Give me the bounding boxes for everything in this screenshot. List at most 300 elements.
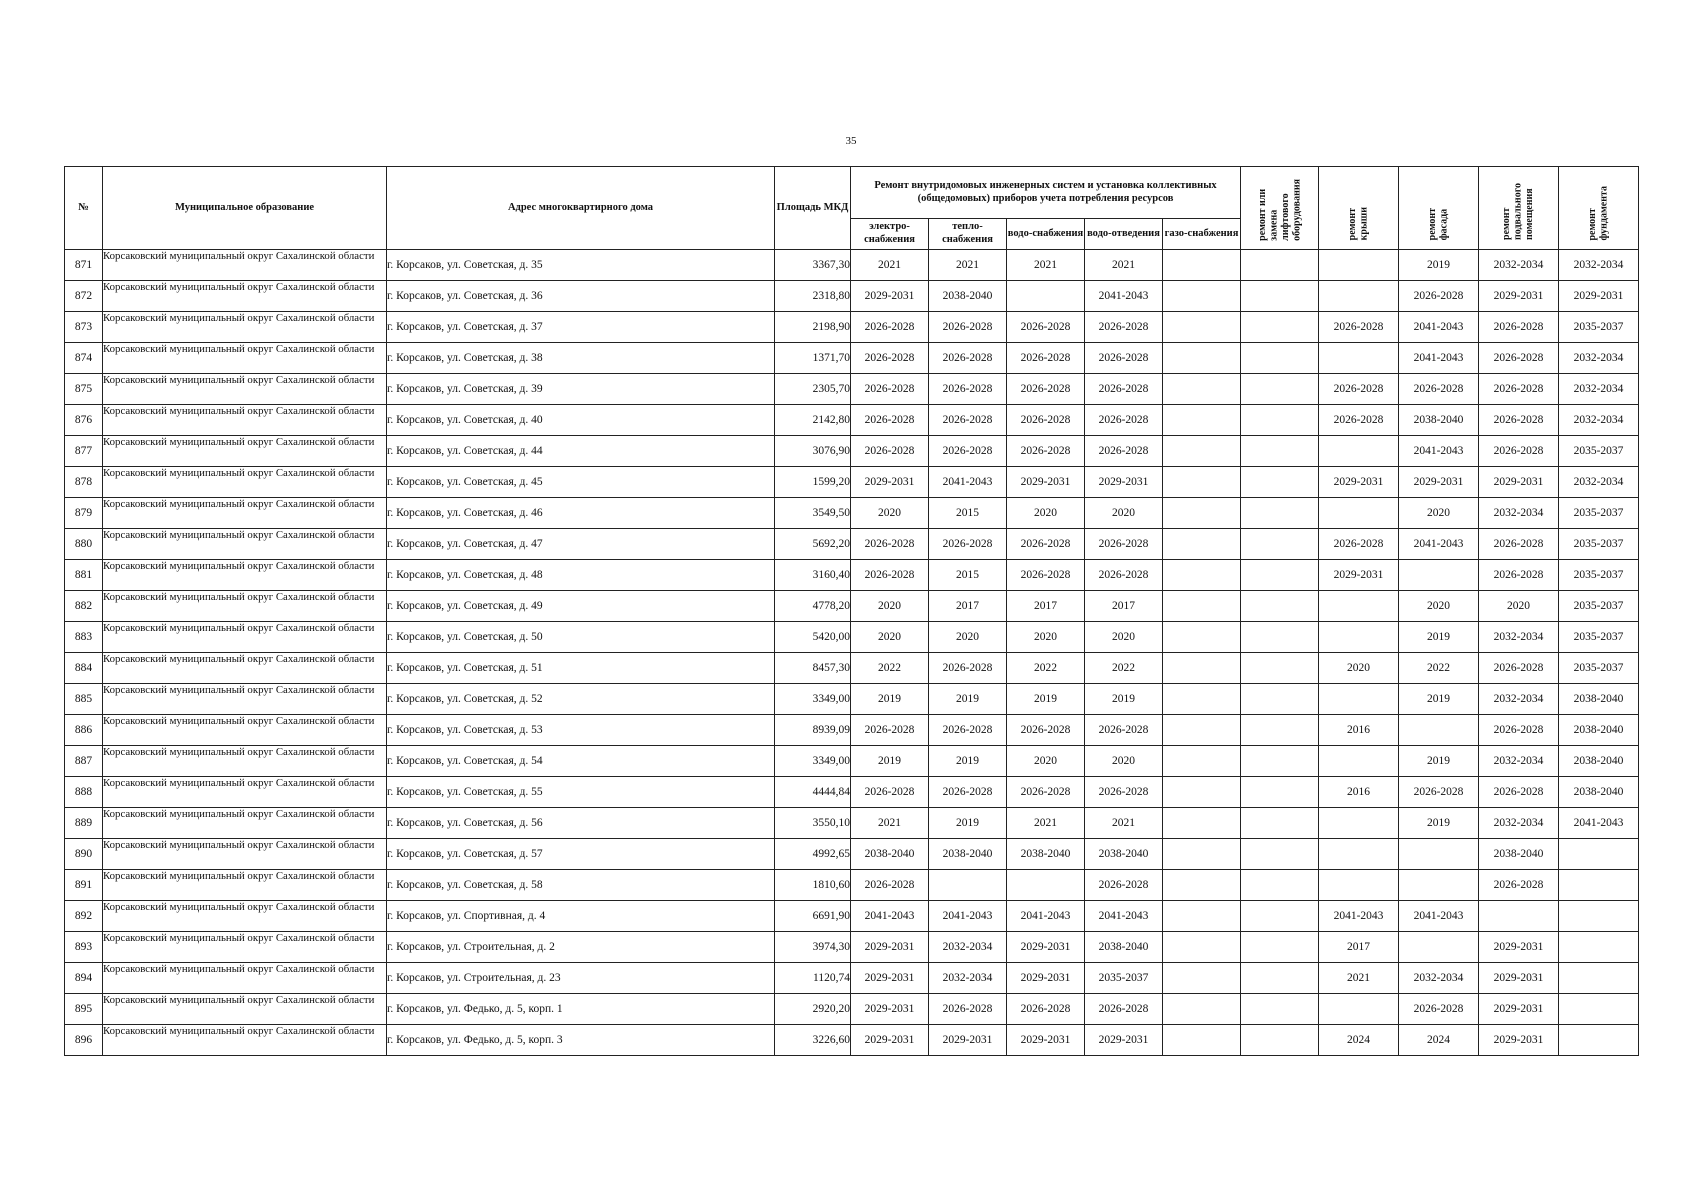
gas-cell bbox=[1163, 994, 1241, 1025]
heat-cell: 2019 bbox=[929, 808, 1007, 839]
municipality-cell: Корсаковский муниципальный округ Сахалинской области bbox=[103, 374, 387, 405]
basement-cell: 2032-2034 bbox=[1479, 746, 1559, 777]
address-cell: г. Корсаков, ул. Советская, д. 49 bbox=[387, 591, 775, 622]
table-row bbox=[65, 715, 1639, 746]
municipality-cell: Корсаковский муниципальный округ Сахалинской области bbox=[103, 622, 387, 653]
gas-cell bbox=[1163, 312, 1241, 343]
drain-cell: 2026-2028 bbox=[1085, 715, 1163, 746]
roof-cell bbox=[1319, 746, 1399, 777]
drain-cell: 2026-2028 bbox=[1085, 343, 1163, 374]
municipality-cell: Корсаковский муниципальный округ Сахалинской области bbox=[103, 870, 387, 901]
gas-cell bbox=[1163, 405, 1241, 436]
row-number: 892 bbox=[65, 901, 103, 932]
roof-cell: 2026-2028 bbox=[1319, 312, 1399, 343]
basement-cell: 2032-2034 bbox=[1479, 684, 1559, 715]
electro-cell: 2029-2031 bbox=[851, 1025, 929, 1056]
heat-cell: 2029-2031 bbox=[929, 1025, 1007, 1056]
gas-cell bbox=[1163, 467, 1241, 498]
gas-cell bbox=[1163, 870, 1241, 901]
municipality-cell: Корсаковский муниципальный округ Сахалинской области bbox=[103, 777, 387, 808]
heat-cell: 2026-2028 bbox=[929, 436, 1007, 467]
heat-cell: 2026-2028 bbox=[929, 777, 1007, 808]
electro-cell: 2026-2028 bbox=[851, 777, 929, 808]
address-cell: г. Корсаков, ул. Советская, д. 50 bbox=[387, 622, 775, 653]
row-number: 882 bbox=[65, 591, 103, 622]
foundation-cell: 2032-2034 bbox=[1559, 374, 1639, 405]
lift-cell bbox=[1241, 281, 1319, 312]
facade-cell: 2019 bbox=[1399, 684, 1479, 715]
water-cell: 2021 bbox=[1007, 808, 1085, 839]
foundation-cell: 2035-2037 bbox=[1559, 622, 1639, 653]
drain-cell: 2022 bbox=[1085, 653, 1163, 684]
area-cell: 2142,80 bbox=[775, 405, 851, 436]
electro-cell: 2026-2028 bbox=[851, 436, 929, 467]
address-cell: г. Корсаков, ул. Советская, д. 53 bbox=[387, 715, 775, 746]
water-cell: 2026-2028 bbox=[1007, 529, 1085, 560]
gas-cell bbox=[1163, 746, 1241, 777]
drain-cell: 2021 bbox=[1085, 250, 1163, 281]
lift-cell bbox=[1241, 839, 1319, 870]
water-cell: 2029-2031 bbox=[1007, 1025, 1085, 1056]
row-number: 896 bbox=[65, 1025, 103, 1056]
foundation-cell: 2029-2031 bbox=[1559, 281, 1639, 312]
table-row bbox=[65, 374, 1639, 405]
foundation-cell: 2035-2037 bbox=[1559, 529, 1639, 560]
facade-cell: 2019 bbox=[1399, 808, 1479, 839]
municipality-cell: Корсаковский муниципальный округ Сахалинской области bbox=[103, 498, 387, 529]
row-number: 881 bbox=[65, 560, 103, 591]
table-header bbox=[65, 167, 1639, 250]
gas-cell bbox=[1163, 808, 1241, 839]
table-row bbox=[65, 808, 1639, 839]
lift-cell bbox=[1241, 808, 1319, 839]
area-cell: 3349,00 bbox=[775, 684, 851, 715]
drain-cell: 2041-2043 bbox=[1085, 281, 1163, 312]
header-drain: водо-отведения bbox=[1085, 219, 1163, 250]
area-cell: 8939,09 bbox=[775, 715, 851, 746]
municipality-cell: Корсаковский муниципальный округ Сахалинской области bbox=[103, 901, 387, 932]
facade-cell: 2032-2034 bbox=[1399, 963, 1479, 994]
lift-cell bbox=[1241, 312, 1319, 343]
table-row bbox=[65, 343, 1639, 374]
drain-cell: 2020 bbox=[1085, 498, 1163, 529]
lift-cell bbox=[1241, 560, 1319, 591]
electro-cell: 2029-2031 bbox=[851, 281, 929, 312]
basement-cell: 2026-2028 bbox=[1479, 405, 1559, 436]
water-cell: 2020 bbox=[1007, 498, 1085, 529]
drain-cell: 2038-2040 bbox=[1085, 839, 1163, 870]
lift-cell bbox=[1241, 653, 1319, 684]
drain-cell: 2020 bbox=[1085, 622, 1163, 653]
table-row bbox=[65, 932, 1639, 963]
table-row bbox=[65, 653, 1639, 684]
lift-cell bbox=[1241, 591, 1319, 622]
foundation-cell: 2032-2034 bbox=[1559, 343, 1639, 374]
roof-cell bbox=[1319, 808, 1399, 839]
heat-cell: 2019 bbox=[929, 746, 1007, 777]
basement-cell: 2026-2028 bbox=[1479, 312, 1559, 343]
table-row bbox=[65, 250, 1639, 281]
heat-cell: 2026-2028 bbox=[929, 653, 1007, 684]
row-number: 874 bbox=[65, 343, 103, 374]
municipality-cell: Корсаковский муниципальный округ Сахалинской области bbox=[103, 312, 387, 343]
lift-cell bbox=[1241, 777, 1319, 808]
lift-cell bbox=[1241, 684, 1319, 715]
facade-cell: 2026-2028 bbox=[1399, 994, 1479, 1025]
area-cell: 1810,60 bbox=[775, 870, 851, 901]
heat-cell: 2041-2043 bbox=[929, 901, 1007, 932]
municipality-cell: Корсаковский муниципальный округ Сахалинской области bbox=[103, 684, 387, 715]
foundation-cell: 2032-2034 bbox=[1559, 405, 1639, 436]
facade-cell: 2041-2043 bbox=[1399, 312, 1479, 343]
gas-cell bbox=[1163, 529, 1241, 560]
roof-cell bbox=[1319, 343, 1399, 374]
address-cell: г. Корсаков, ул. Федько, д. 5, корп. 3 bbox=[387, 1025, 775, 1056]
basement-cell: 2026-2028 bbox=[1479, 343, 1559, 374]
table-row bbox=[65, 1025, 1639, 1056]
header-address: Адрес многоквартирного дома bbox=[387, 167, 775, 250]
municipality-cell: Корсаковский муниципальный округ Сахалинской области bbox=[103, 839, 387, 870]
table-row bbox=[65, 312, 1639, 343]
heat-cell: 2032-2034 bbox=[929, 963, 1007, 994]
electro-cell: 2022 bbox=[851, 653, 929, 684]
lift-cell bbox=[1241, 870, 1319, 901]
address-cell: г. Корсаков, ул. Спортивная, д. 4 bbox=[387, 901, 775, 932]
area-cell: 3349,00 bbox=[775, 746, 851, 777]
page-number: 35 bbox=[845, 135, 857, 147]
table-row bbox=[65, 994, 1639, 1025]
water-cell: 2026-2028 bbox=[1007, 343, 1085, 374]
table-row bbox=[65, 529, 1639, 560]
row-number: 872 bbox=[65, 281, 103, 312]
row-number: 886 bbox=[65, 715, 103, 746]
facade-cell bbox=[1399, 870, 1479, 901]
area-cell: 5692,20 bbox=[775, 529, 851, 560]
roof-cell bbox=[1319, 436, 1399, 467]
basement-cell: 2026-2028 bbox=[1479, 715, 1559, 746]
address-cell: г. Корсаков, ул. Советская, д. 51 bbox=[387, 653, 775, 684]
table-row bbox=[65, 901, 1639, 932]
gas-cell bbox=[1163, 963, 1241, 994]
roof-cell bbox=[1319, 684, 1399, 715]
heat-cell bbox=[929, 870, 1007, 901]
drain-cell: 2041-2043 bbox=[1085, 901, 1163, 932]
facade-cell: 2041-2043 bbox=[1399, 901, 1479, 932]
municipality-cell: Корсаковский муниципальный округ Сахалинской области bbox=[103, 746, 387, 777]
heat-cell: 2020 bbox=[929, 622, 1007, 653]
drain-cell: 2026-2028 bbox=[1085, 374, 1163, 405]
table-row bbox=[65, 281, 1639, 312]
basement-cell: 2032-2034 bbox=[1479, 622, 1559, 653]
foundation-cell: 2032-2034 bbox=[1559, 467, 1639, 498]
row-number: 883 bbox=[65, 622, 103, 653]
drain-cell: 2026-2028 bbox=[1085, 994, 1163, 1025]
heat-cell: 2026-2028 bbox=[929, 343, 1007, 374]
roof-cell: 2016 bbox=[1319, 777, 1399, 808]
drain-cell: 2020 bbox=[1085, 746, 1163, 777]
roof-cell bbox=[1319, 591, 1399, 622]
water-cell: 2029-2031 bbox=[1007, 963, 1085, 994]
facade-cell: 2038-2040 bbox=[1399, 405, 1479, 436]
electro-cell: 2029-2031 bbox=[851, 963, 929, 994]
roof-cell: 2029-2031 bbox=[1319, 467, 1399, 498]
basement-cell: 2029-2031 bbox=[1479, 467, 1559, 498]
repair-schedule-table bbox=[64, 166, 1639, 1056]
municipality-cell: Корсаковский муниципальный округ Сахалинской области bbox=[103, 653, 387, 684]
row-number: 880 bbox=[65, 529, 103, 560]
address-cell: г. Корсаков, ул. Советская, д. 37 bbox=[387, 312, 775, 343]
electro-cell: 2026-2028 bbox=[851, 560, 929, 591]
electro-cell: 2026-2028 bbox=[851, 715, 929, 746]
basement-cell: 2026-2028 bbox=[1479, 870, 1559, 901]
facade-cell: 2019 bbox=[1399, 250, 1479, 281]
drain-cell: 2026-2028 bbox=[1085, 436, 1163, 467]
electro-cell: 2029-2031 bbox=[851, 932, 929, 963]
row-number: 871 bbox=[65, 250, 103, 281]
basement-cell: 2029-2031 bbox=[1479, 994, 1559, 1025]
address-cell: г. Корсаков, ул. Строительная, д. 2 bbox=[387, 932, 775, 963]
row-number: 890 bbox=[65, 839, 103, 870]
area-cell: 1371,70 bbox=[775, 343, 851, 374]
heat-cell: 2026-2028 bbox=[929, 529, 1007, 560]
water-cell: 2020 bbox=[1007, 746, 1085, 777]
electro-cell: 2026-2028 bbox=[851, 405, 929, 436]
gas-cell bbox=[1163, 281, 1241, 312]
facade-cell: 2024 bbox=[1399, 1025, 1479, 1056]
table-row bbox=[65, 467, 1639, 498]
address-cell: г. Корсаков, ул. Советская, д. 47 bbox=[387, 529, 775, 560]
municipality-cell: Корсаковский муниципальный округ Сахалинской области bbox=[103, 932, 387, 963]
roof-cell: 2016 bbox=[1319, 715, 1399, 746]
basement-cell: 2029-2031 bbox=[1479, 963, 1559, 994]
water-cell: 2029-2031 bbox=[1007, 467, 1085, 498]
basement-cell: 2032-2034 bbox=[1479, 250, 1559, 281]
water-cell: 2026-2028 bbox=[1007, 374, 1085, 405]
row-number: 876 bbox=[65, 405, 103, 436]
municipality-cell: Корсаковский муниципальный округ Сахалинской области bbox=[103, 591, 387, 622]
address-cell: г. Корсаков, ул. Советская, д. 55 bbox=[387, 777, 775, 808]
heat-cell: 2026-2028 bbox=[929, 374, 1007, 405]
foundation-cell: 2035-2037 bbox=[1559, 312, 1639, 343]
area-cell: 3550,10 bbox=[775, 808, 851, 839]
area-cell: 3974,30 bbox=[775, 932, 851, 963]
area-cell: 4992,65 bbox=[775, 839, 851, 870]
gas-cell bbox=[1163, 715, 1241, 746]
lift-cell bbox=[1241, 467, 1319, 498]
facade-cell: 2026-2028 bbox=[1399, 777, 1479, 808]
area-cell: 2920,20 bbox=[775, 994, 851, 1025]
municipality-cell: Корсаковский муниципальный округ Сахалинской области bbox=[103, 808, 387, 839]
water-cell: 2021 bbox=[1007, 250, 1085, 281]
electro-cell: 2026-2028 bbox=[851, 870, 929, 901]
address-cell: г. Корсаков, ул. Советская, д. 54 bbox=[387, 746, 775, 777]
roof-cell bbox=[1319, 870, 1399, 901]
foundation-cell bbox=[1559, 870, 1639, 901]
water-cell: 2029-2031 bbox=[1007, 932, 1085, 963]
foundation-cell bbox=[1559, 932, 1639, 963]
drain-cell: 2029-2031 bbox=[1085, 1025, 1163, 1056]
lift-cell bbox=[1241, 746, 1319, 777]
facade-cell: 2020 bbox=[1399, 498, 1479, 529]
municipality-cell: Корсаковский муниципальный округ Сахалинской области bbox=[103, 715, 387, 746]
roof-cell bbox=[1319, 281, 1399, 312]
lift-cell bbox=[1241, 498, 1319, 529]
roof-cell: 2017 bbox=[1319, 932, 1399, 963]
facade-cell: 2022 bbox=[1399, 653, 1479, 684]
gas-cell bbox=[1163, 1025, 1241, 1056]
municipality-cell: Корсаковский муниципальный округ Сахалинской области bbox=[103, 343, 387, 374]
electro-cell: 2038-2040 bbox=[851, 839, 929, 870]
municipality-cell: Корсаковский муниципальный округ Сахалинской области bbox=[103, 467, 387, 498]
drain-cell: 2026-2028 bbox=[1085, 870, 1163, 901]
foundation-cell bbox=[1559, 994, 1639, 1025]
address-cell: г. Корсаков, ул. Советская, д. 46 bbox=[387, 498, 775, 529]
facade-cell: 2020 bbox=[1399, 591, 1479, 622]
foundation-cell: 2035-2037 bbox=[1559, 436, 1639, 467]
municipality-cell: Корсаковский муниципальный округ Сахалинской области bbox=[103, 1025, 387, 1056]
table-row bbox=[65, 405, 1639, 436]
water-cell bbox=[1007, 870, 1085, 901]
roof-cell: 2024 bbox=[1319, 1025, 1399, 1056]
water-cell: 2038-2040 bbox=[1007, 839, 1085, 870]
electro-cell: 2026-2028 bbox=[851, 343, 929, 374]
water-cell: 2020 bbox=[1007, 622, 1085, 653]
drain-cell: 2029-2031 bbox=[1085, 467, 1163, 498]
row-number: 889 bbox=[65, 808, 103, 839]
water-cell: 2041-2043 bbox=[1007, 901, 1085, 932]
area-cell: 3160,40 bbox=[775, 560, 851, 591]
drain-cell: 2026-2028 bbox=[1085, 529, 1163, 560]
heat-cell: 2041-2043 bbox=[929, 467, 1007, 498]
water-cell: 2026-2028 bbox=[1007, 436, 1085, 467]
gas-cell bbox=[1163, 374, 1241, 405]
basement-cell: 2026-2028 bbox=[1479, 653, 1559, 684]
heat-cell: 2021 bbox=[929, 250, 1007, 281]
header-gas: газо-снабжения bbox=[1163, 219, 1241, 250]
facade-cell bbox=[1399, 932, 1479, 963]
lift-cell bbox=[1241, 1025, 1319, 1056]
roof-cell bbox=[1319, 622, 1399, 653]
address-cell: г. Корсаков, ул. Федько, д. 5, корп. 1 bbox=[387, 994, 775, 1025]
roof-cell: 2041-2043 bbox=[1319, 901, 1399, 932]
water-cell bbox=[1007, 281, 1085, 312]
roof-cell: 2029-2031 bbox=[1319, 560, 1399, 591]
roof-cell: 2021 bbox=[1319, 963, 1399, 994]
address-cell: г. Корсаков, ул. Строительная, д. 23 bbox=[387, 963, 775, 994]
foundation-cell: 2035-2037 bbox=[1559, 498, 1639, 529]
drain-cell: 2026-2028 bbox=[1085, 560, 1163, 591]
header-facade: ремонт фасада bbox=[1399, 167, 1479, 250]
municipality-cell: Корсаковский муниципальный округ Сахалинской области bbox=[103, 281, 387, 312]
electro-cell: 2020 bbox=[851, 591, 929, 622]
water-cell: 2026-2028 bbox=[1007, 312, 1085, 343]
electro-cell: 2020 bbox=[851, 622, 929, 653]
row-number: 888 bbox=[65, 777, 103, 808]
municipality-cell: Корсаковский муниципальный округ Сахалинской области bbox=[103, 436, 387, 467]
header-lift: ремонт или замена лифтового оборудования bbox=[1241, 167, 1319, 250]
header-engineering-systems-group: Ремонт внутридомовых инженерных систем и установка коллективных (общедомовых) приборов учета потребления ресурсов bbox=[851, 167, 1241, 219]
water-cell: 2026-2028 bbox=[1007, 777, 1085, 808]
electro-cell: 2019 bbox=[851, 746, 929, 777]
electro-cell: 2019 bbox=[851, 684, 929, 715]
basement-cell: 2029-2031 bbox=[1479, 932, 1559, 963]
row-number: 895 bbox=[65, 994, 103, 1025]
facade-cell: 2029-2031 bbox=[1399, 467, 1479, 498]
area-cell: 2305,70 bbox=[775, 374, 851, 405]
basement-cell bbox=[1479, 901, 1559, 932]
area-cell: 5420,00 bbox=[775, 622, 851, 653]
gas-cell bbox=[1163, 653, 1241, 684]
water-cell: 2026-2028 bbox=[1007, 405, 1085, 436]
heat-cell: 2026-2028 bbox=[929, 994, 1007, 1025]
gas-cell bbox=[1163, 684, 1241, 715]
address-cell: г. Корсаков, ул. Советская, д. 45 bbox=[387, 467, 775, 498]
drain-cell: 2035-2037 bbox=[1085, 963, 1163, 994]
gas-cell bbox=[1163, 839, 1241, 870]
drain-cell: 2026-2028 bbox=[1085, 777, 1163, 808]
electro-cell: 2026-2028 bbox=[851, 374, 929, 405]
gas-cell bbox=[1163, 343, 1241, 374]
heat-cell: 2019 bbox=[929, 684, 1007, 715]
municipality-cell: Корсаковский муниципальный округ Сахалинской области bbox=[103, 963, 387, 994]
electro-cell: 2029-2031 bbox=[851, 994, 929, 1025]
header-roof: ремонт крыши bbox=[1319, 167, 1399, 250]
electro-cell: 2026-2028 bbox=[851, 529, 929, 560]
header-heat: тепло-снабжения bbox=[929, 219, 1007, 250]
gas-cell bbox=[1163, 250, 1241, 281]
area-cell: 1120,74 bbox=[775, 963, 851, 994]
area-cell: 3367,30 bbox=[775, 250, 851, 281]
basement-cell: 2029-2031 bbox=[1479, 281, 1559, 312]
address-cell: г. Корсаков, ул. Советская, д. 44 bbox=[387, 436, 775, 467]
lift-cell bbox=[1241, 963, 1319, 994]
foundation-cell: 2035-2037 bbox=[1559, 653, 1639, 684]
drain-cell: 2038-2040 bbox=[1085, 932, 1163, 963]
table-row bbox=[65, 622, 1639, 653]
address-cell: г. Корсаков, ул. Советская, д. 35 bbox=[387, 250, 775, 281]
basement-cell: 2026-2028 bbox=[1479, 777, 1559, 808]
facade-cell: 2019 bbox=[1399, 622, 1479, 653]
address-cell: г. Корсаков, ул. Советская, д. 56 bbox=[387, 808, 775, 839]
lift-cell bbox=[1241, 374, 1319, 405]
electro-cell: 2026-2028 bbox=[851, 312, 929, 343]
electro-cell: 2021 bbox=[851, 808, 929, 839]
water-cell: 2026-2028 bbox=[1007, 715, 1085, 746]
roof-cell bbox=[1319, 839, 1399, 870]
address-cell: г. Корсаков, ул. Советская, д. 39 bbox=[387, 374, 775, 405]
basement-cell: 2029-2031 bbox=[1479, 1025, 1559, 1056]
heat-cell: 2032-2034 bbox=[929, 932, 1007, 963]
header-municipality: Муниципальное образование bbox=[103, 167, 387, 250]
basement-cell: 2032-2034 bbox=[1479, 808, 1559, 839]
foundation-cell: 2032-2034 bbox=[1559, 250, 1639, 281]
table-row bbox=[65, 560, 1639, 591]
water-cell: 2022 bbox=[1007, 653, 1085, 684]
roof-cell: 2026-2028 bbox=[1319, 529, 1399, 560]
foundation-cell bbox=[1559, 963, 1639, 994]
roof-cell bbox=[1319, 994, 1399, 1025]
table-row bbox=[65, 498, 1639, 529]
municipality-cell: Корсаковский муниципальный округ Сахалинской области bbox=[103, 560, 387, 591]
area-cell: 3549,50 bbox=[775, 498, 851, 529]
area-cell: 8457,30 bbox=[775, 653, 851, 684]
roof-cell bbox=[1319, 498, 1399, 529]
electro-cell: 2021 bbox=[851, 250, 929, 281]
address-cell: г. Корсаков, ул. Советская, д. 48 bbox=[387, 560, 775, 591]
table-row bbox=[65, 436, 1639, 467]
row-number: 878 bbox=[65, 467, 103, 498]
gas-cell bbox=[1163, 560, 1241, 591]
